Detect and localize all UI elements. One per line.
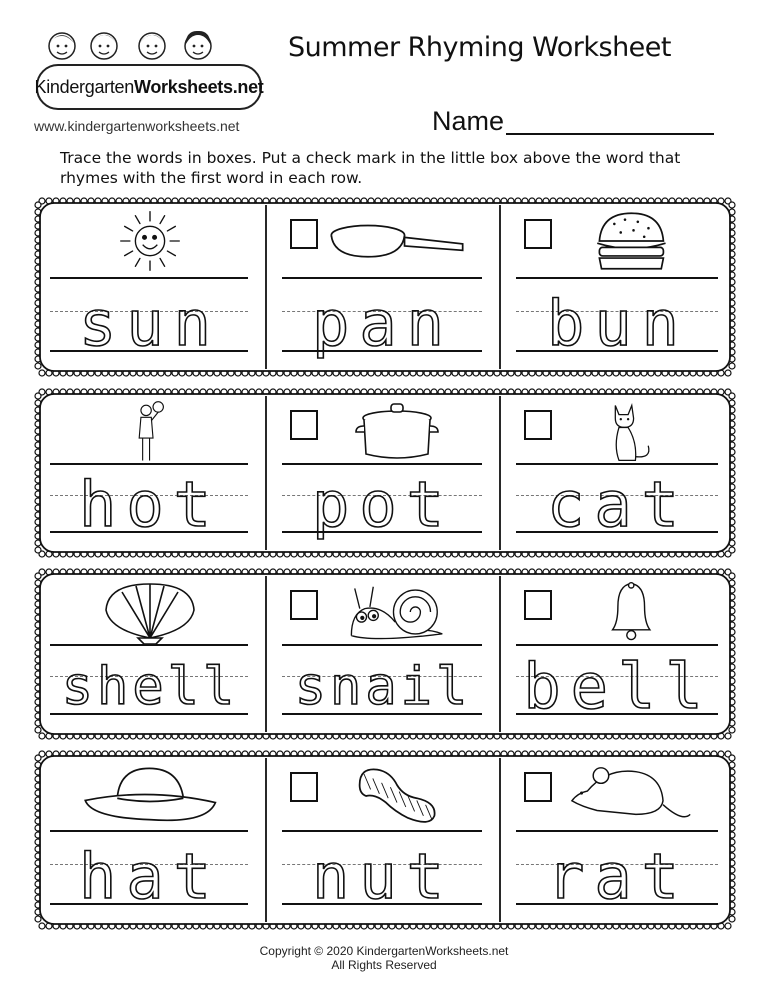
name-label: Name [432, 106, 505, 136]
girl-hot-weather-icon [134, 400, 165, 464]
trace-word[interactable]: bun [547, 287, 689, 360]
frying-pan-icon [327, 218, 467, 263]
choice-cell [500, 388, 736, 558]
footer [0, 944, 768, 972]
instructions: Trace the words in boxes. Put a check mark in the little box above the word that rhymes with the first word in each row. [60, 149, 681, 187]
page-title: Summer Rhyming Worksheet [288, 32, 671, 63]
trace-word[interactable]: sun [79, 287, 221, 360]
choice-cell [500, 568, 736, 740]
tracing-line [282, 644, 482, 646]
choice-cell [500, 750, 736, 930]
site-logo[interactable] [36, 64, 262, 110]
sun-icon [118, 209, 182, 273]
choice-cell [266, 197, 500, 377]
hat-icon [81, 762, 220, 826]
trace-word[interactable]: cat [547, 468, 689, 542]
logo-text-part1: Kindergarten [34, 76, 134, 97]
name-field[interactable] [506, 133, 714, 135]
tracing-line [282, 463, 482, 465]
site-url[interactable]: www.kindergartenworksheets.net [34, 118, 240, 134]
tracing-line [516, 463, 718, 465]
rhyme-checkbox[interactable] [524, 590, 552, 620]
trace-word[interactable]: snail [294, 657, 472, 718]
worksheet-row [34, 197, 736, 377]
target-word-cell [34, 568, 266, 740]
choice-cell [266, 568, 500, 740]
trace-word[interactable]: rat [547, 840, 689, 913]
rhyme-checkbox[interactable] [290, 772, 318, 802]
trace-word[interactable]: pan [312, 287, 454, 360]
target-word-cell [34, 388, 266, 558]
target-word-cell [34, 750, 266, 930]
tracing-line [50, 277, 248, 279]
seashell-icon [100, 580, 200, 644]
rhyme-checkbox[interactable] [290, 219, 318, 249]
rat-icon [568, 762, 694, 826]
tracing-line [516, 644, 718, 646]
trace-word[interactable]: pot [312, 468, 454, 542]
choice-cell [266, 750, 500, 930]
rhyme-checkbox[interactable] [290, 590, 318, 620]
peanut-icon [353, 763, 441, 825]
rights-text: All Rights Reserved [331, 958, 437, 972]
logo-text-part2: Worksheets.net [133, 76, 264, 97]
rhyme-checkbox[interactable] [524, 772, 552, 802]
worksheet-row [34, 568, 736, 740]
worksheet-row [34, 388, 736, 558]
trace-word[interactable]: bell [523, 650, 713, 724]
tracing-line [516, 830, 718, 832]
bell-icon [609, 580, 653, 644]
cat-icon [608, 400, 654, 464]
rhyme-checkbox[interactable] [524, 410, 552, 440]
trace-word[interactable]: hot [79, 468, 221, 542]
trace-word[interactable]: hat [79, 840, 221, 913]
rhyme-checkbox[interactable] [524, 219, 552, 249]
tracing-line [50, 830, 248, 832]
cooking-pot-icon [354, 400, 440, 464]
tracing-line [50, 644, 248, 646]
trace-word[interactable]: nut [312, 840, 454, 913]
choice-cell [266, 388, 500, 558]
tracing-line [516, 277, 718, 279]
snail-icon [348, 580, 446, 644]
burger-bun-icon [593, 209, 670, 273]
worksheet-row [34, 750, 736, 930]
copyright-text: Copyright © 2020 KindergartenWorksheets.net [259, 944, 509, 958]
trace-word[interactable]: shell [61, 657, 239, 718]
tracing-line [282, 830, 482, 832]
choice-cell [500, 197, 736, 377]
rhyme-checkbox[interactable] [290, 410, 318, 440]
tracing-line [50, 463, 248, 465]
tracing-line [282, 277, 482, 279]
target-word-cell [34, 197, 266, 377]
